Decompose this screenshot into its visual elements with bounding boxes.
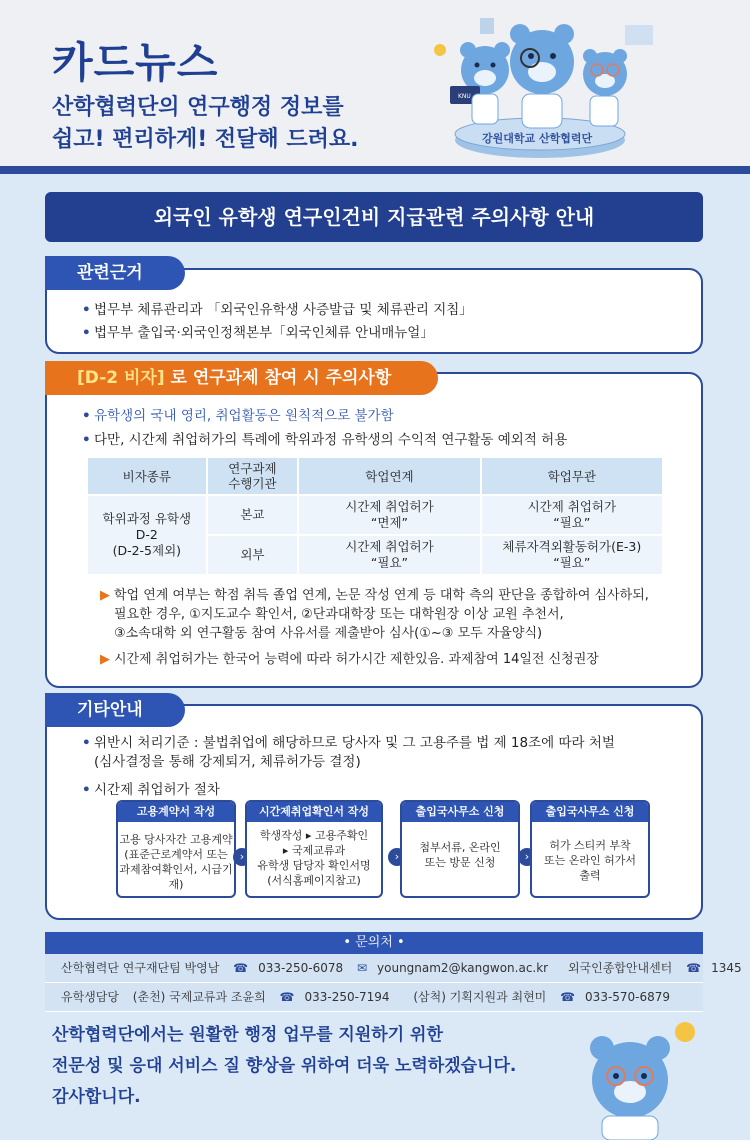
chevron-right-icon: ›: [518, 848, 536, 866]
d2-item-1: • 유학생의 국내 영리, 취업활동은 원칙적으로 불가함: [82, 408, 394, 424]
tab-d2-text: 로 연구과제 참여 시 주의사항: [164, 368, 392, 388]
laptop-label: KNU: [458, 93, 471, 100]
note2-text: 시간제 취업허가는 한국어 능력에 따라 허가시간 제한있음. 과제참여 14일전 신청권장: [114, 652, 599, 667]
chevron-right-icon: ›: [388, 848, 406, 866]
tab-d2-bracket: [D-2 비자]: [77, 368, 165, 388]
phone-icon: ☎: [233, 961, 249, 975]
tab-other-info: 기타안내: [45, 693, 185, 727]
contact-center: 외국인종합안내센터: [567, 961, 673, 975]
subtitle-line1: 산학협력단의 연구행정 정보를: [52, 95, 344, 120]
org-cell: 본교: [207, 495, 299, 535]
step-immigration-apply: [400, 800, 520, 898]
step-body: 학생작성 ▸ 고용주확인 ▸ 국제교류과 유학생 담당자 확인서명 (서식홈페이지참고): [257, 829, 371, 887]
note1-line2: 필요한 경우, ①지도교수 확인서, ②단과대학장 또는 대학원장 이상 교원 추천서,: [114, 607, 564, 622]
legal-basis-text-2: 법무부 출입국·외국인정책본부「외국인체류 안내매뉴얼」: [94, 325, 434, 341]
tab-d2-visa: [45, 361, 438, 395]
note1-line1: 학업 연계 여부는 학점 취득 졸업 연계, 논문 작성 연계 등 대학 측의 판단을 종합하여 심사하되,: [114, 588, 649, 603]
col-org: 연구과제 수행기관: [207, 457, 299, 495]
contact-label: 유학생담당: [61, 990, 119, 1004]
closing-line3: 감사합니다.: [52, 1087, 141, 1107]
contact-header: • 문의처 •: [45, 932, 703, 954]
center-phone[interactable]: 1345: [711, 961, 742, 975]
header-divider: [0, 166, 750, 174]
col-linked: 학업연계: [298, 457, 480, 495]
contact-row-2: [45, 983, 703, 1012]
other-item-1: • 위반시 처리기준 : 불법취업에 해당하므로 당사자 및 그 고용주를 법 제 18조에 따라 처벌 (심사결정을 통해 강제퇴거, 체류허가등 결정): [82, 735, 615, 770]
note1-line3: ③소속대학 외 연구활동 참여 사유서를 제출받아 심사(①~③ 모두 자율양식): [114, 626, 543, 641]
d2-text-1: 유학생의 국내 영리, 취업활동은 원칙적으로 불가함: [94, 408, 394, 424]
legal-basis-item-1: • 법무부 체류관리과 「외국인유학생 사증발급 및 체류관리 지침」: [82, 302, 473, 318]
notice-banner: 외국인 유학생 연구인건비 지급관련 주의사항 안내: [45, 192, 703, 242]
tab-legal-basis: 관련근거: [45, 256, 185, 290]
mascot-bottom: [560, 1010, 710, 1140]
closing-message: [52, 1020, 516, 1113]
chevron-right-icon: ›: [233, 848, 251, 866]
closing-line1: 산학협력단에서는 원활한 행정 업무를 지원하기 위한: [52, 1025, 443, 1045]
triangle-icon: ▶: [100, 588, 110, 603]
step-title: 출입국사무소 신청: [532, 802, 648, 822]
phone-icon: ☎: [279, 990, 295, 1004]
mail-icon: ✉: [356, 961, 368, 975]
contact-team: 산학협력단 연구재단팀 박영남: [61, 961, 220, 975]
linked-cell: 시간제 취업허가 “필요”: [298, 535, 480, 575]
step-body: 첨부서류, 온라인 또는 방문 신청: [419, 841, 501, 869]
contact-chuncheon: (춘천) 국제교류과 조윤희: [132, 990, 266, 1004]
contact-box: [45, 932, 742, 1012]
step-title: 시간제취업확인서 작성: [247, 802, 381, 822]
header-subtitle: [52, 92, 358, 156]
header: [0, 0, 750, 172]
contact-row-1: [45, 954, 742, 983]
contact-email[interactable]: youngnam2@kangwon.ac.kr: [377, 961, 549, 975]
step-employment-contract: [116, 800, 236, 898]
legal-basis-text-1: 법무부 체류관리과 「외국인유학생 사증발급 및 체류관리 지침」: [94, 302, 473, 318]
triangle-icon: ▶: [100, 652, 110, 667]
phone-icon: ☎: [560, 990, 576, 1004]
d2-item-2: • 다만, 시간제 취업허가의 특례에 학위과정 유학생의 수익적 연구활동 예외적 허용: [82, 432, 568, 448]
other-text-1b: (심사결정을 통해 강제퇴거, 체류허가등 결정): [94, 754, 361, 770]
step-work-confirmation: [245, 800, 383, 898]
visa-table-header: [87, 457, 663, 495]
step-body: 허가 스티커 부착 또는 온라인 허가서 출력: [543, 839, 636, 882]
visa-type-cell: 학위과정 유학생 D-2 (D-2-5제외): [87, 495, 207, 575]
linked-cell: 시간제 취업허가 “면제”: [298, 495, 480, 535]
other-text-2: 시간제 취업허가 절차: [94, 782, 220, 798]
closing-line2: 전문성 및 응대 서비스 질 향상을 위하여 더욱 노력하겠습니다.: [52, 1056, 517, 1076]
d2-note-2: [100, 650, 599, 669]
subtitle-line2: 쉽고! 편리하게! 전달해 드려요.: [52, 127, 359, 152]
unlinked-cell: 체류자격외활동허가(E-3) “필요”: [481, 535, 663, 575]
d2-note-1: [100, 586, 649, 643]
org-cell: 외부: [207, 535, 299, 575]
contact-samcheok: (삼척) 기획지원과 최현미: [413, 990, 547, 1004]
contact-phone[interactable]: 033-250-6078: [258, 961, 344, 975]
visa-table: [86, 456, 664, 576]
step-title: 출입국사무소 신청: [402, 802, 518, 822]
step-body: 고용 당사자간 고용계약 (표준근로계약서 또는 과제참여확인서, 시급기재): [119, 833, 233, 891]
table-row: [87, 495, 663, 535]
phone-icon: ☎: [686, 961, 702, 975]
col-visa-type: 비자종류: [87, 457, 207, 495]
mascot-badge: 강원대학교 산학협력단: [482, 132, 593, 145]
other-text-1: 위반시 처리기준 : 불법취업에 해당하므로 당사자 및 그 고용주를 법 제 18조에 따라 처벌: [94, 735, 615, 751]
unlinked-cell: 시간제 취업허가 “필요”: [481, 495, 663, 535]
legal-basis-item-2: • 법무부 출입국·외국인정책본부「외국인체류 안내매뉴얼」: [82, 325, 434, 341]
step-title: 고용계약서 작성: [118, 802, 234, 822]
col-unlinked: 학업무관: [481, 457, 663, 495]
samcheok-phone[interactable]: 033-570-6879: [585, 990, 671, 1004]
page-title: 카드뉴스: [52, 38, 219, 87]
other-item-2: • 시간제 취업허가 절차: [82, 782, 220, 798]
d2-text-2: 다만, 시간제 취업허가의 특례에 학위과정 유학생의 수익적 연구활동 예외적 허용: [94, 432, 568, 448]
mascot-illustration: [420, 10, 670, 160]
step-permit-issue: [530, 800, 650, 898]
chuncheon-phone[interactable]: 033-250-7194: [304, 990, 390, 1004]
